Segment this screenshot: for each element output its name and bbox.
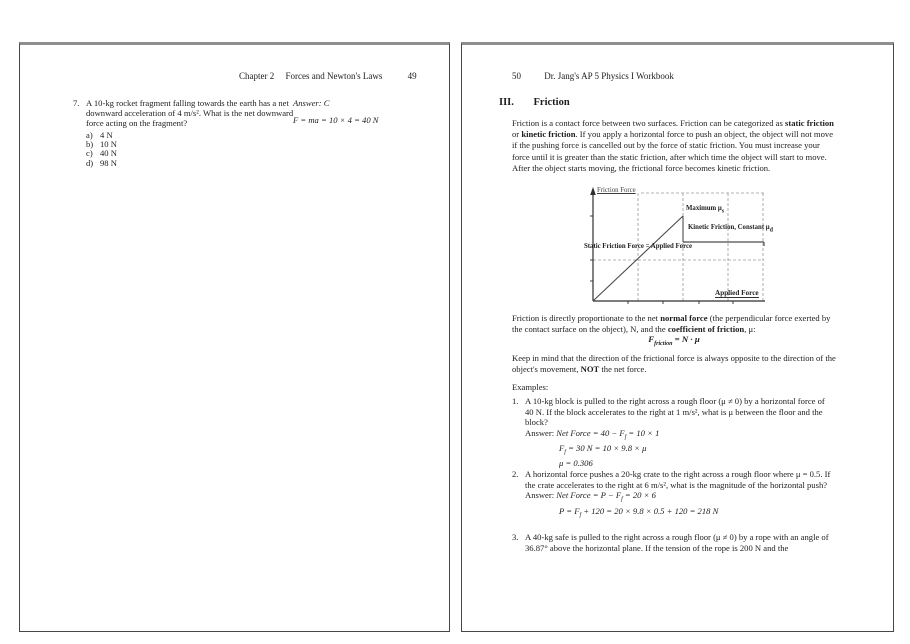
- example-2: [512, 469, 834, 521]
- page-50: [461, 42, 894, 632]
- example-3: [512, 532, 834, 553]
- question-7: [73, 98, 301, 168]
- example-2-work-line: $P = F_f + 120 = 20 \times 9.8 \times 0.5 + 120 = 218$ N: [559, 505, 719, 519]
- section-title: Friction: [533, 97, 570, 108]
- section-numeral: III.: [499, 97, 514, 108]
- example-2-answer: Answer: Net Force = $P - F_f = 20 \times 6$: [525, 490, 656, 503]
- graph-static-friction-label: Static Friction Force = Applied Force: [584, 243, 693, 250]
- example-1-number: 1.: [512, 396, 519, 406]
- graph-maximum-mu-s-label: Maximum $\mu_s$: [686, 205, 725, 215]
- option-c: c) 40 N: [86, 148, 117, 159]
- graph-kinetic-friction-label: Kinetic Friction, Constant $\mu_d$: [688, 224, 773, 234]
- question-text: A 10-kg rocket fragment falling towards the earth has a net downward acceleration of 4 m/s². What is the net downward force acting on the fragment?: [86, 98, 294, 128]
- friction-force-graph: [584, 187, 775, 311]
- page-number-50: 50: [512, 71, 521, 81]
- option-b: b) 10 N: [86, 138, 117, 149]
- option-d: d) 98 N: [86, 157, 117, 168]
- example-1: [512, 396, 834, 469]
- example-1-question: A 10-kg block is pulled to the right across a rough floor (μ ≠ 0) by a horizontal force of 40 N. If the block accelerates to the right at 1 m/s², what is μ between the floor and the block?: [525, 396, 825, 428]
- graph-y-axis-label: Friction Force: [597, 187, 636, 194]
- answer-column: [293, 98, 379, 125]
- answer-solution: F = ma = 10 × 4 = 40 N: [293, 115, 379, 125]
- book-title: Dr. Jang's AP 5 Physics I Workbook: [544, 71, 674, 81]
- example-1-answer: Answer: Net Force = $40 - F_f = 10 \times 1$: [525, 427, 660, 441]
- examples-label: Examples:: [512, 382, 549, 392]
- page-49: [19, 42, 450, 632]
- example-3-number: 3.: [512, 532, 519, 542]
- example-2-number: 2.: [512, 469, 519, 479]
- section-heading-friction: [499, 97, 570, 108]
- example-1-result-line: μ = 0.306: [559, 458, 593, 469]
- question-number: 7.: [73, 98, 80, 108]
- chapter-label: Chapter 2: [239, 71, 275, 81]
- option-a: a) 4 N: [86, 129, 113, 140]
- graph-x-axis-label: Applied Force: [715, 289, 759, 297]
- chapter-title: Forces and Newton's Laws: [285, 71, 383, 81]
- friction-formula: $F_{friction} = N \cdot \mu$: [648, 334, 700, 347]
- page-number-49: 49: [407, 71, 417, 81]
- example-1-work-line: $F_f = 30$ N = 10 × 9.8 × μ: [559, 443, 647, 456]
- proportionality-paragraph: Friction is directly proportionate to the net normal force (the perpendicular force exerted by the contact surface on the object), N, and the coefficient of friction, μ:: [512, 313, 831, 334]
- example-3-question: A 40-kg safe is pulled to the right across a rough floor (μ ≠ 0) by a rope with an angle of 36.87° above the horizontal plane. If the tension of the rope is 200 N and the: [525, 532, 829, 553]
- reminder-paragraph: Keep in mind that the direction of the frictional force is always opposite to the direction of the object's movement, NOT the net force.: [512, 353, 836, 374]
- right-page-header: [512, 71, 674, 81]
- example-2-question: A horizontal force pushes a 20-kg crate to the right across a rough floor where μ = 0.5. If the crate accelerates to the right at 6 m/s², what is the magnitude of the horizontal push?: [525, 469, 831, 490]
- friction-intro-paragraph: Friction is a contact force between two surfaces. Friction can be categorized as static friction or kinetic friction. If you apply a horizontal force to push an object, the object will not move if the pushing force is cancelled out by the force of static friction. You must increase your force until it is greater than the static friction, after which time the object will start to move. After the object starts moving, the frictional force becomes kinetic friction.: [512, 118, 834, 173]
- answer-letter: Answer: C: [293, 98, 330, 108]
- left-page-header: [239, 71, 417, 81]
- answer-options: [86, 131, 301, 169]
